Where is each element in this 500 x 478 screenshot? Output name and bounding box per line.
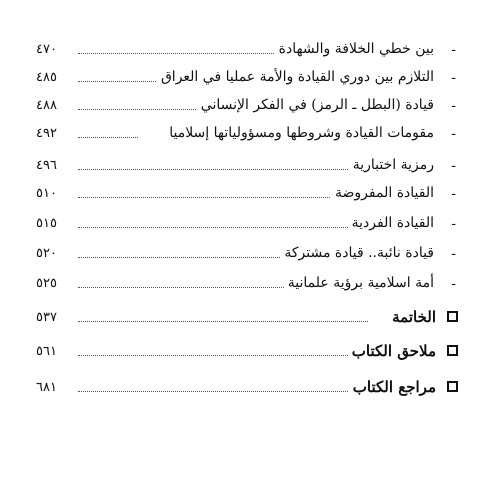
entry-title: القيادة المفروضة (331, 184, 434, 203)
entry-dash: - (451, 158, 456, 174)
entry-page-number: ٥١٥ (36, 216, 57, 231)
toc-entry (36, 184, 458, 206)
entry-title: مراجع الكتاب (349, 378, 436, 397)
entry-title: قيادة (البطل ـ الرمز) في الفكر الإنساني (197, 96, 434, 115)
entry-dash: - (451, 246, 456, 262)
entry-page-number: ٤٩٦ (36, 158, 57, 173)
entry-page-number: ٥٣٧ (36, 310, 57, 325)
toc-entry (36, 214, 458, 236)
dot-leader (78, 355, 348, 356)
entry-title: التلازم بين دوري القيادة والأمة عمليا في العراق (157, 68, 434, 87)
entry-dash: - (451, 70, 456, 86)
entry-title: رمزية اختبارية (349, 156, 434, 175)
dot-leader (78, 287, 288, 288)
toc-entry (36, 274, 458, 296)
dot-leader (78, 257, 288, 258)
entry-dash: - (451, 216, 456, 232)
dot-leader (78, 391, 348, 392)
dot-leader (78, 53, 278, 54)
entry-title: ملاحق الكتاب (348, 342, 436, 361)
toc-entry (36, 244, 458, 266)
toc-chapter-entry (36, 378, 458, 400)
toc-entry (36, 124, 458, 146)
entry-page-number: ٥٢٠ (36, 246, 57, 261)
checkbox-square-icon (447, 345, 458, 356)
entry-dash: - (451, 186, 456, 202)
dot-leader (78, 227, 348, 228)
entry-page-number: ٤٨٨ (36, 98, 57, 113)
entry-page-number: ٥٦١ (36, 344, 57, 359)
checkbox-square-icon (447, 381, 458, 392)
dot-leader (78, 321, 368, 322)
entry-dash: - (451, 42, 456, 58)
toc-entry (36, 96, 458, 118)
entry-page-number: ٥٢٥ (36, 276, 57, 291)
entry-page-number: ٤٧٠ (36, 42, 57, 57)
entry-title: مقومات القيادة وشروطها ومسؤولياتها إسلاميا (165, 124, 434, 143)
entry-title: بين خطي الخلافة والشهادة (275, 40, 434, 59)
entry-page-number: ٤٨٥ (36, 70, 57, 85)
toc-entry (36, 68, 458, 90)
entry-title: قيادة نائبة.. قيادة مشتركة (280, 244, 434, 263)
entry-title: أمة اسلامية برؤية علمانية (284, 274, 434, 293)
entry-title: الخاتمة (388, 308, 436, 327)
dot-leader (78, 197, 348, 198)
entry-dash: - (451, 276, 456, 292)
entry-dash: - (451, 126, 456, 142)
checkbox-square-icon (447, 311, 458, 322)
entry-dash: - (451, 98, 456, 114)
entry-page-number: ٦٨١ (36, 380, 57, 395)
toc-chapter-entry (36, 308, 458, 330)
dot-leader (78, 169, 368, 170)
dot-leader (78, 137, 138, 138)
toc-chapter-entry (36, 342, 458, 364)
dot-leader (78, 109, 198, 110)
entry-title: القيادة الفردية (348, 214, 434, 233)
entry-page-number: ٤٩٢ (36, 126, 57, 141)
toc-entry (36, 156, 458, 178)
toc-entry (36, 40, 458, 62)
entry-page-number: ٥١٠ (36, 186, 57, 201)
